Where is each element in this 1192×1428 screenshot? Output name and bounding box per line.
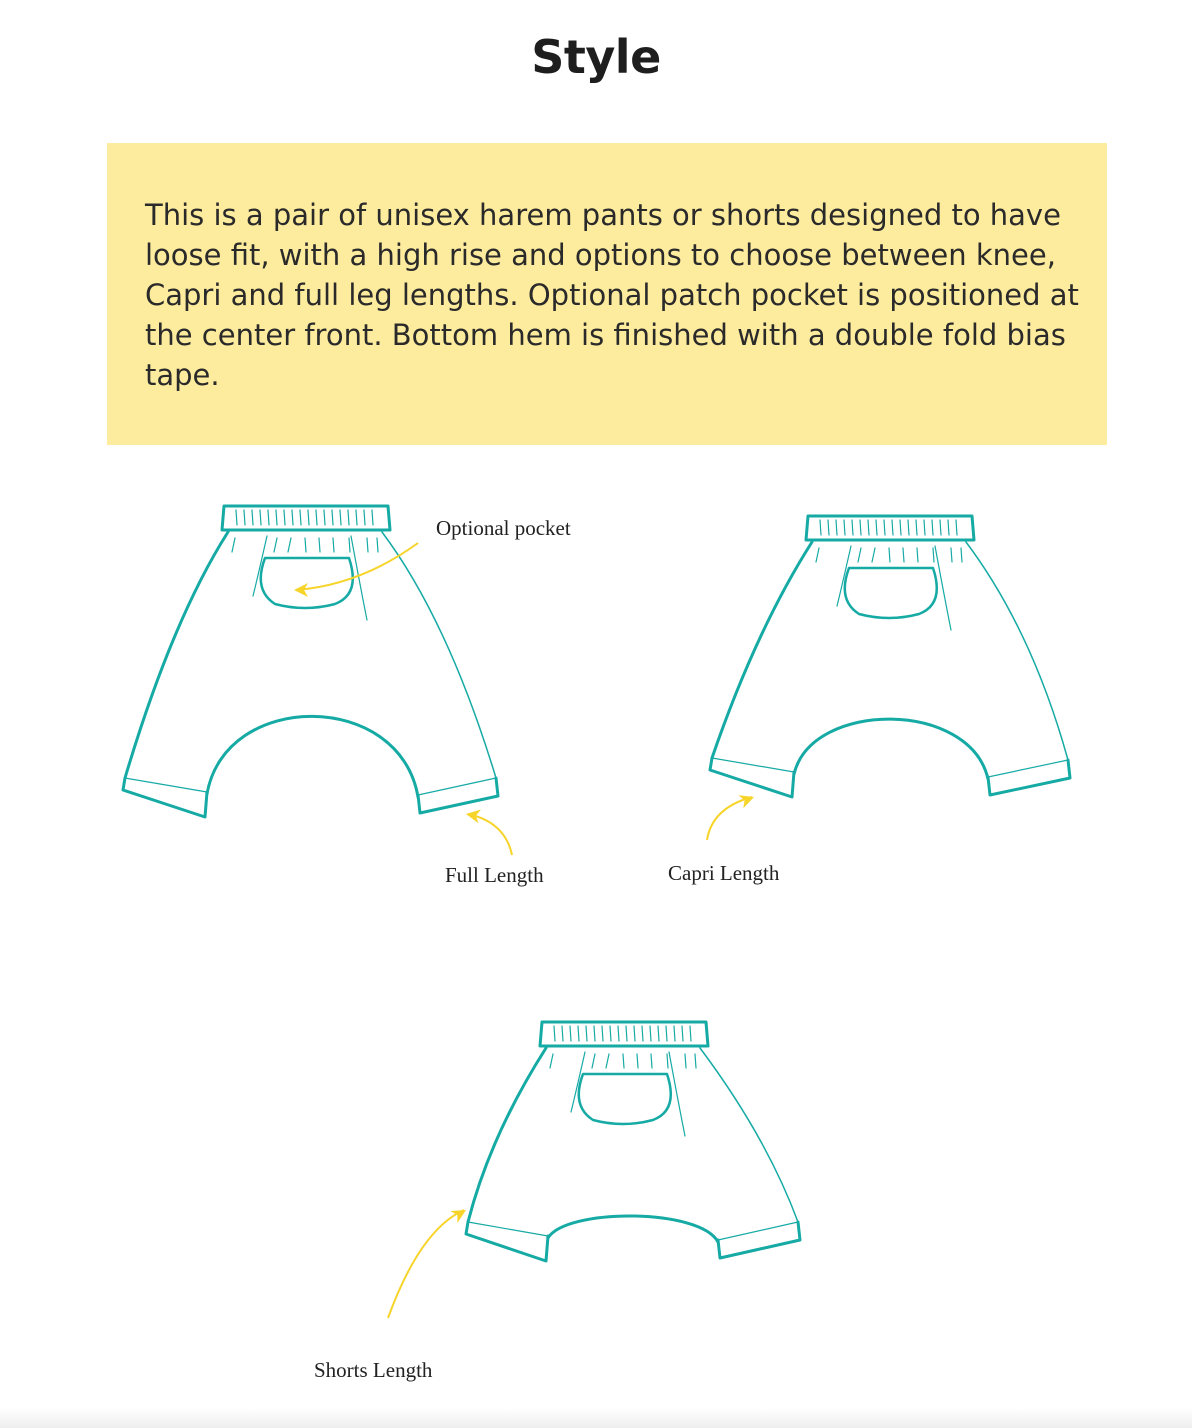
- pants-full-length: [123, 506, 498, 817]
- label-full-length: Full Length: [445, 863, 544, 887]
- left-hem: [123, 778, 207, 817]
- page-title: Style: [531, 30, 661, 84]
- right-hem: [988, 760, 1070, 795]
- left-side: [125, 532, 228, 778]
- arrow-optional-pocket: [294, 543, 418, 597]
- pants-shorts-length: [466, 1022, 800, 1261]
- left-hem: [466, 1222, 548, 1261]
- crotch-curve: [207, 716, 418, 797]
- arrow-shorts-length: [388, 1204, 470, 1318]
- label-optional-pocket: Optional pocket: [436, 516, 571, 540]
- left-side: [468, 1048, 546, 1222]
- right-side: [382, 532, 496, 778]
- left-hem: [710, 758, 794, 797]
- pocket: [579, 1074, 671, 1124]
- pants-capri-length: [710, 516, 1070, 797]
- left-side: [712, 542, 812, 758]
- arrow-capri-length: [707, 790, 756, 840]
- label-capri-length: Capri Length: [668, 861, 780, 885]
- right-side: [700, 1048, 798, 1222]
- label-shorts-length: Shorts Length: [314, 1358, 433, 1382]
- right-side: [966, 542, 1068, 760]
- description-text: This is a pair of unisex harem pants or shorts designed to have loose fit, with a high rise and options to choose between knee, Capri and full leg lengths. Optional patch pocket is positioned at the center front. Bottom hem is finished with a double fold bias tape.: [145, 198, 1079, 392]
- right-hem: [418, 778, 498, 813]
- right-hem: [718, 1222, 800, 1258]
- page-bottom-edge: [0, 1408, 1192, 1428]
- pocket: [845, 568, 937, 618]
- crotch-curve: [794, 719, 988, 779]
- arrow-full-length: [465, 807, 512, 855]
- crotch-curve: [548, 1216, 718, 1242]
